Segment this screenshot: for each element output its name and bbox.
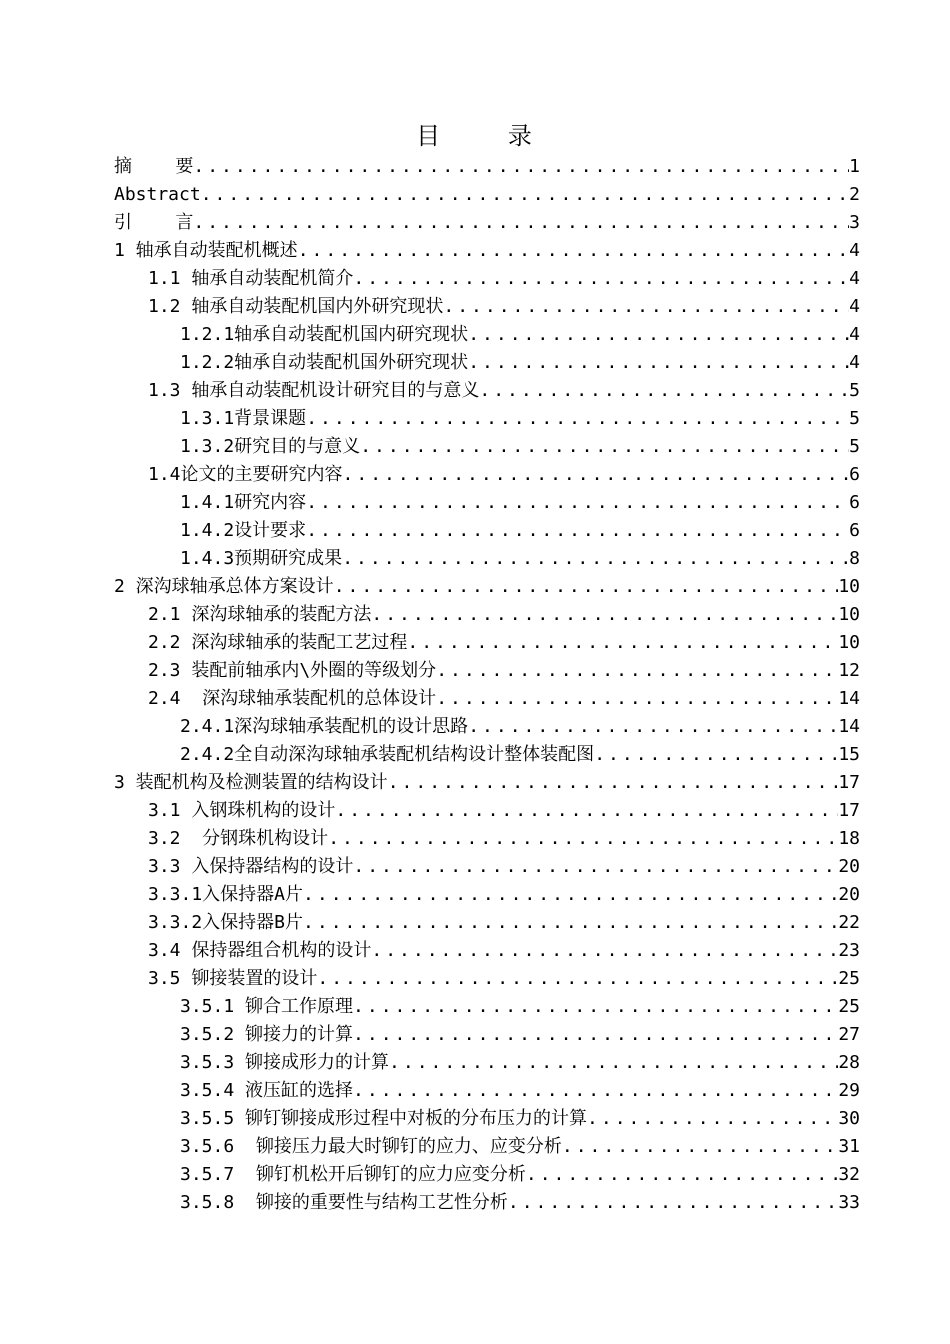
toc-entry-title: 1.2.2轴承自动装配机国外研究现状 — [180, 352, 469, 373]
toc-entry[interactable] — [114, 993, 860, 1021]
toc-entry[interactable] — [114, 601, 860, 629]
toc-entry-title: 1.2.1轴承自动装配机国内研究现状 — [180, 324, 469, 345]
toc-entry-title: 3.1 入钢珠机构的设计 — [148, 800, 336, 821]
dot-leader — [328, 825, 838, 853]
toc-entry-page-number: 20 — [838, 856, 860, 877]
toc-entry-title: 1.4论文的主要研究内容 — [148, 464, 343, 485]
toc-entry[interactable] — [114, 797, 860, 825]
toc-entry-page-number: 4 — [849, 324, 860, 345]
dot-leader — [436, 657, 838, 685]
toc-entry-page-number: 14 — [838, 688, 860, 709]
toc-entry-page-number: 29 — [838, 1080, 860, 1101]
toc-entry-page-number: 2 — [849, 184, 860, 205]
toc-entry-title: 1.4.2设计要求 — [180, 520, 307, 541]
toc-entry[interactable] — [114, 461, 860, 489]
dot-leader — [389, 1049, 838, 1077]
toc-entry-title: 3.5.8 铆接的重要性与结构工艺性分析 — [180, 1192, 508, 1213]
toc-entry-page-number: 23 — [838, 940, 860, 961]
dot-leader — [371, 601, 838, 629]
toc-entry[interactable] — [114, 265, 860, 293]
toc-entry-title: 3.5.4 液压缸的选择 — [180, 1080, 354, 1101]
toc-entry[interactable] — [114, 293, 860, 321]
toc-entry-page-number: 1 — [849, 156, 860, 177]
dot-leader — [594, 741, 838, 769]
toc-entry-page-number: 14 — [838, 716, 860, 737]
dot-leader — [371, 937, 838, 965]
toc-entry-title: 3.5.2 铆接力的计算 — [180, 1024, 354, 1045]
toc-entry-title: 2.4.2全自动深沟球轴承装配机结构设计整体装配图 — [180, 744, 595, 765]
dot-leader — [335, 797, 838, 825]
dot-leader — [562, 1133, 838, 1161]
toc-entry-title: 2.2 深沟球轴承的装配工艺过程 — [148, 632, 408, 653]
toc-entry-title: 3.5.1 铆合工作原理 — [180, 996, 354, 1017]
toc-entry-title: 2.4.1深沟球轴承装配机的设计思路 — [180, 716, 469, 737]
dot-leader — [334, 573, 839, 601]
toc-entry-title: 1.3.2研究目的与意义 — [180, 436, 361, 457]
toc-entry-title: 3.3 入保持器结构的设计 — [148, 856, 354, 877]
toc-entry[interactable] — [114, 629, 860, 657]
dot-leader — [526, 1161, 838, 1189]
toc-entry-page-number: 15 — [838, 744, 860, 765]
toc-entry-title: 3.2 分钢珠机构设计 — [148, 828, 329, 849]
dot-leader — [306, 489, 849, 517]
toc-entry-title: Abstract — [114, 184, 201, 205]
toc-entry-page-number: 33 — [838, 1192, 860, 1213]
toc-entry[interactable] — [114, 349, 860, 377]
toc-entry[interactable] — [114, 153, 860, 181]
toc-entry-title: 2.4 深沟球轴承装配机的总体设计 — [148, 688, 437, 709]
toc-entry-title: 引 言 — [114, 212, 194, 233]
toc-entry[interactable] — [114, 181, 860, 209]
dot-leader — [201, 181, 849, 209]
toc-entry-title: 3.3.2入保持器B片 — [148, 912, 304, 933]
page-title: 目 录 — [416, 122, 534, 150]
dot-leader — [407, 629, 838, 657]
toc-entry-page-number: 4 — [849, 268, 860, 289]
toc-entry-title: 1.4.1研究内容 — [180, 492, 307, 513]
toc-entry-page-number: 25 — [838, 996, 860, 1017]
dot-leader — [468, 713, 838, 741]
toc-entry-page-number: 31 — [838, 1136, 860, 1157]
toc-entry[interactable] — [114, 713, 860, 741]
toc-entry[interactable] — [114, 545, 860, 573]
toc-entry[interactable] — [114, 1133, 860, 1161]
toc-entry[interactable] — [114, 741, 860, 769]
toc-entry-page-number: 6 — [849, 520, 860, 541]
toc-entry-page-number: 10 — [838, 576, 860, 597]
toc-entry-title: 2.3 装配前轴承内\外圈的等级划分 — [148, 660, 437, 681]
toc-entry-title: 1 轴承自动装配机概述 — [114, 240, 298, 261]
dot-leader — [353, 993, 838, 1021]
toc-entry[interactable] — [114, 209, 860, 237]
dot-leader — [303, 909, 838, 937]
toc-entry-page-number: 3 — [849, 212, 860, 233]
toc-entry[interactable] — [114, 1189, 860, 1217]
dot-leader — [193, 209, 849, 237]
toc-entry[interactable] — [114, 769, 860, 797]
toc-entry-title: 1.1 轴承自动装配机简介 — [148, 268, 354, 289]
dot-leader — [353, 1077, 838, 1105]
toc-entry[interactable] — [114, 237, 860, 265]
toc-entry-page-number: 28 — [838, 1052, 860, 1073]
toc-entry[interactable] — [114, 853, 860, 881]
toc-entry-title: 1.3 轴承自动装配机设计研究目的与意义 — [148, 380, 480, 401]
toc-entry-title: 3 装配机构及检测装置的结构设计 — [114, 772, 388, 793]
toc-entry-page-number: 6 — [849, 464, 860, 485]
toc-entry-page-number: 27 — [838, 1024, 860, 1045]
toc-entry[interactable] — [114, 825, 860, 853]
toc-entry-page-number: 20 — [838, 884, 860, 905]
toc-entry[interactable] — [114, 909, 860, 937]
toc-entry[interactable] — [114, 1049, 860, 1077]
toc-entry-page-number: 6 — [849, 492, 860, 513]
toc-entry-page-number: 5 — [849, 408, 860, 429]
toc-entry-title: 摘 要 — [114, 156, 194, 177]
dot-leader — [342, 545, 849, 573]
toc-entry-title: 1.4.3预期研究成果 — [180, 548, 343, 569]
toc-entry[interactable] — [114, 685, 860, 713]
dot-leader — [303, 881, 838, 909]
dot-leader — [353, 853, 838, 881]
toc-entry-page-number: 4 — [849, 296, 860, 317]
dot-leader — [353, 265, 849, 293]
toc-entry-page-number: 30 — [838, 1108, 860, 1129]
toc-entry[interactable] — [114, 1105, 860, 1133]
dot-leader — [468, 349, 849, 377]
dot-leader — [343, 461, 850, 489]
toc-entry[interactable] — [114, 489, 860, 517]
toc-entry[interactable] — [114, 657, 860, 685]
dot-leader — [360, 433, 849, 461]
toc-entry-title: 3.4 保持器组合机构的设计 — [148, 940, 372, 961]
toc-entry-title: 1.3.1背景课题 — [180, 408, 307, 429]
toc-entry[interactable] — [114, 1021, 860, 1049]
dot-leader — [193, 153, 849, 181]
dot-leader — [443, 293, 849, 321]
toc-entry[interactable] — [114, 965, 860, 993]
toc-entry[interactable] — [114, 377, 860, 405]
toc-entry-page-number: 18 — [838, 828, 860, 849]
dot-leader — [479, 377, 849, 405]
toc-entry-page-number: 12 — [838, 660, 860, 681]
toc-entry-page-number: 17 — [838, 772, 860, 793]
toc-entry[interactable] — [114, 433, 860, 461]
dot-leader — [436, 685, 838, 713]
toc-entry-title: 3.5.7 铆钉机松开后铆钉的应力应变分析 — [180, 1164, 526, 1185]
dot-leader — [298, 237, 849, 265]
toc-entry[interactable] — [114, 1161, 860, 1189]
dot-leader — [587, 1105, 838, 1133]
toc-entry-title: 3.5.5 铆钉铆接成形过程中对板的分布压力的计算 — [180, 1108, 588, 1129]
dot-leader — [317, 965, 838, 993]
dot-leader — [353, 1021, 838, 1049]
toc-entry-page-number: 4 — [849, 352, 860, 373]
toc-entry-page-number: 10 — [838, 632, 860, 653]
dot-leader — [388, 769, 839, 797]
toc-entry-page-number: 32 — [838, 1164, 860, 1185]
toc-entry-page-number: 25 — [838, 968, 860, 989]
toc-entry-page-number: 5 — [849, 436, 860, 457]
toc-entry-title: 2.1 深沟球轴承的装配方法 — [148, 604, 372, 625]
toc-entry[interactable] — [114, 405, 860, 433]
toc-entry-page-number: 8 — [849, 548, 860, 569]
toc-entry-page-number: 10 — [838, 604, 860, 625]
toc-entry-title: 3.5.6 铆接压力最大时铆钉的应力、应变分析 — [180, 1136, 562, 1157]
toc-entry-title: 1.2 轴承自动装配机国内外研究现状 — [148, 296, 444, 317]
toc-entry[interactable] — [114, 573, 860, 601]
toc-entry-title: 3.3.1入保持器A片 — [148, 884, 304, 905]
toc-entry[interactable] — [114, 517, 860, 545]
dot-leader — [306, 405, 849, 433]
toc-entry-page-number: 4 — [849, 240, 860, 261]
toc-entry-page-number: 22 — [838, 912, 860, 933]
toc-entry-title: 3.5 铆接装置的设计 — [148, 968, 318, 989]
dot-leader — [508, 1189, 838, 1217]
dot-leader — [306, 517, 849, 545]
toc-entry-title: 2 深沟球轴承总体方案设计 — [114, 576, 334, 597]
toc-entry-page-number: 5 — [849, 380, 860, 401]
toc-entry-title: 3.5.3 铆接成形力的计算 — [180, 1052, 390, 1073]
toc-entry[interactable] — [114, 1077, 860, 1105]
toc-entry[interactable] — [114, 881, 860, 909]
toc-entry[interactable] — [114, 937, 860, 965]
toc-entry[interactable] — [114, 321, 860, 349]
toc-entry-page-number: 17 — [838, 800, 860, 821]
table-of-contents — [114, 153, 860, 1217]
dot-leader — [468, 321, 849, 349]
